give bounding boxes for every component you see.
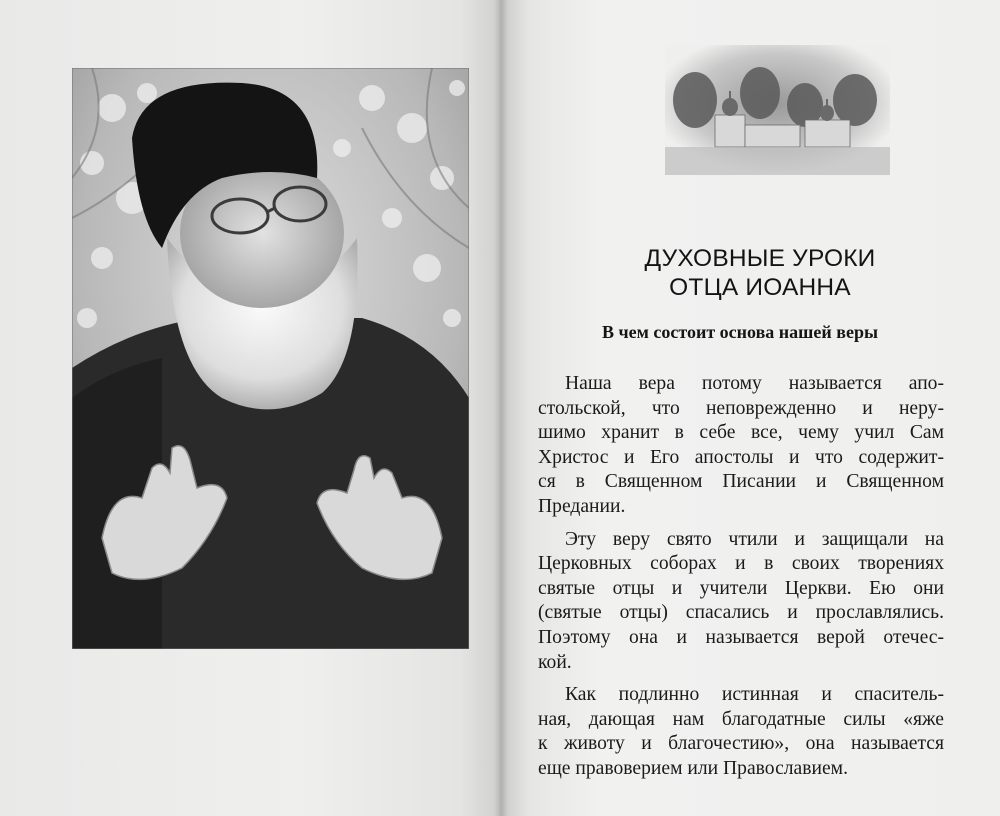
text-line: Поэтому она и называется верой отечес-: [538, 626, 944, 648]
text-line: еще правоверием или Православием.: [538, 757, 848, 779]
chapter-title-line-2: ОТЦА ИОАННА: [669, 274, 851, 301]
text-line: Христос и Его апостолы и что содержит-: [538, 446, 944, 468]
text-line: шимо хранит в себе все, чему учил Сам: [538, 422, 944, 444]
chapter-title-line-1: ДУХОВНЫЕ УРОКИ: [644, 245, 876, 272]
body-text: [538, 372, 944, 790]
text-line: кой.: [538, 651, 572, 673]
paragraph-3: [538, 683, 944, 781]
book-gutter: [494, 0, 508, 816]
chapter-title: [560, 244, 960, 302]
monastery-vignette: [665, 45, 890, 175]
text-line: Предании.: [538, 495, 626, 517]
text-line: (святые отцы) спасались и прославлялись.: [538, 602, 944, 624]
text-line: Эту веру свято чтили и защищали на: [565, 528, 944, 550]
paragraph-1: [538, 372, 944, 520]
text-line: ная, дающая нам благодатные силы «яже: [538, 708, 944, 730]
text-line: Как подлинно истинная и спаситель-: [565, 684, 944, 706]
text-line: Наша вера потому называется апо-: [565, 373, 944, 394]
text-line: Церковных соборах и в своих творениях: [538, 553, 944, 575]
text-line: ся в Священном Писании и Священном: [538, 471, 944, 493]
text-line: стольской, что неповрежденно и неру-: [538, 397, 944, 419]
text-line: к животу и благочестию», она называется: [538, 733, 944, 755]
portrait-photo: [72, 68, 469, 649]
section-heading: В чем состоит основа нашей веры: [601, 322, 879, 342]
text-line: святые отцы и учители Церкви. Ею они: [538, 577, 944, 599]
paragraph-2: [538, 528, 944, 676]
